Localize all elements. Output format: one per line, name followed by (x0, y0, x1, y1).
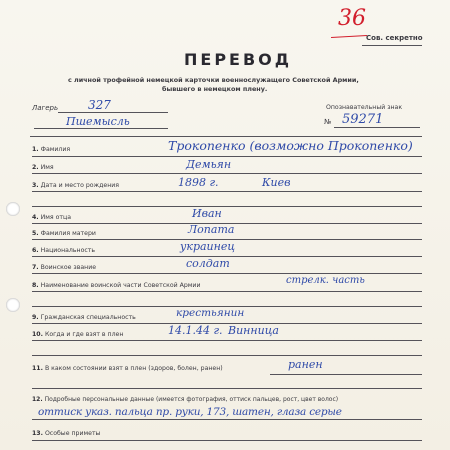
field-2-line (32, 173, 422, 174)
field-2-label: 2. Имя (32, 164, 54, 171)
field-4-label: 4. Имя отца (32, 214, 72, 221)
field-11-value: ранен (288, 358, 323, 371)
field-9-label: 9. Гражданская специальность (32, 314, 136, 321)
id-no-label: № (324, 118, 332, 126)
field-8-label: 8. Наименование воинской части Советской Армии (32, 282, 201, 289)
field-7-value: солдат (186, 257, 230, 270)
secrecy-underline (362, 45, 422, 46)
camp-line (58, 112, 168, 113)
blank-line-10b (32, 355, 422, 356)
field-9-line (32, 323, 422, 324)
field-8-value: стрелк. часть (286, 275, 365, 286)
field-5-value: Лопата (188, 223, 235, 236)
blank-line-3b (32, 206, 422, 207)
field-10-value-date: 14.1.44 г. (168, 324, 223, 337)
camp-value-2: Пшемысль (66, 115, 130, 128)
field-1-line (32, 156, 422, 157)
field-7-label: 7. Воинское звание (32, 264, 97, 271)
id-line (334, 127, 420, 128)
page-title: ПЕРЕВОД (184, 50, 293, 69)
field-3-value-place: Киев (262, 176, 291, 189)
camp-value: 327 (88, 98, 111, 112)
camp-line-2 (34, 128, 168, 129)
field-5-label: 5. Фамилия матери (32, 230, 96, 237)
field-6-label: 6. Национальность (32, 247, 96, 254)
field-12-label: 12. Подробные персональные данные (имеется фотография, оттиск пальцев, рост, цвет волос) (32, 396, 339, 403)
field-11-line (270, 374, 422, 375)
field-9-value: крестьянин (176, 307, 245, 319)
field-13-label: 13. Особые приметы (32, 430, 101, 437)
page-number-underline (331, 35, 367, 38)
blank-line-11b (32, 388, 422, 389)
camp-label: Лагерь (32, 104, 59, 112)
field-7-line (32, 273, 422, 274)
field-6-value: украинец (180, 240, 236, 253)
punch-hole-bottom (6, 298, 20, 312)
field-3-label: 3. Дата и место рождения (32, 182, 119, 189)
field-1-value: Трокопенко (возможно Прокопенко) (168, 138, 413, 153)
field-2-value: Демьян (186, 158, 232, 171)
field-10-line (32, 340, 422, 341)
field-10-label: 10. Когда и где взят в плен (32, 331, 124, 338)
id-mark-label: Опознавательный знак (326, 104, 403, 111)
field-12-value: оттиск указ. пальца пр. руки, 173, шатен, глаза серые (38, 406, 342, 418)
field-3-value-date: 1898 г. (178, 176, 219, 189)
id-value: 59271 (342, 112, 384, 127)
field-4-value: Иван (192, 207, 222, 220)
field-13-line (32, 440, 422, 441)
field-10-value-place: Винница (228, 324, 279, 337)
handwritten-page-number: 36 (338, 6, 366, 31)
field-3-line (32, 191, 422, 192)
field-1-label: 1. Фамилия (32, 146, 71, 153)
field-8-line (32, 291, 422, 292)
field-11-label: 11. В каком состоянии взят в плен (здоров, болен, ранен) (32, 365, 223, 372)
secrecy-stamp: Сов. секретно (366, 34, 423, 42)
separator-top (30, 136, 422, 137)
field-12-line (32, 419, 422, 420)
punch-hole-top (6, 202, 20, 216)
subtitle-line-1: с личной трофейной немецкой карточки военнослужащего Советской Армии, (68, 76, 359, 84)
subtitle-line-2: бывшего в немецком плену. (162, 85, 268, 93)
